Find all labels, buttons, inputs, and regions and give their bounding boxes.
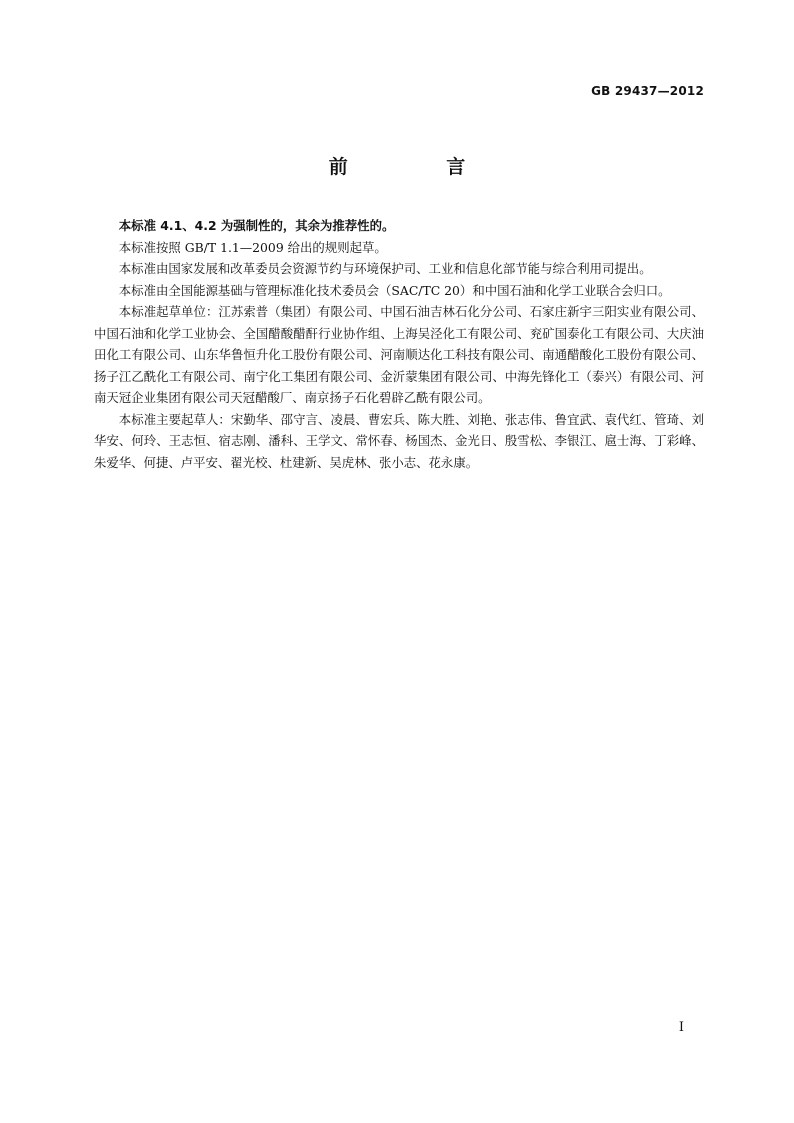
paragraph-administration: 本标准由全国能源基础与管理标准化技术委员会（SAC/TC 20）和中国石油和化学工业联合会归口。	[118, 282, 671, 298]
paragraph-drafting-units: 本标准起草单位：江苏索普（集团）有限公司、中国石油吉林石化分公司、石家庄新宇三阳实业有限公司、中国石油和化学工业协会、全国醋酸醋酐行业协作组、上海吴泾化工有限公司、兖矿国泰化工有限公司、大庆油田化工有限公司、山东华鲁恒升化工股份有限公司、河南顺达化工科技有限公司、南通醋酸化工股份有限公司、扬子江乙酰化工有限公司、南宁化工集团有限公司、金沂蒙集团有限公司、中海先锋化工（泰兴）有限公司、河南天冠企业集团有限公司天冠醋酸厂、南京扬子石化碧辟乙酰有限公司。	[94, 304, 704, 405]
paragraph-proposer: 本标准由国家发展和改革委员会资源节约与环境保护司、工业和信息化部节能与综合利用司提出。	[118, 261, 652, 276]
document-body	[94, 215, 704, 473]
standard-number: GB 29437—2012	[591, 84, 704, 98]
page-title: 前 言	[328, 156, 512, 178]
paragraph-mandatory-clauses: 本标准 4.1、4.2 为强制性的，其余为推荐性的。	[118, 218, 395, 233]
page-number: I	[678, 1020, 684, 1035]
paragraph-drafting-rules: 本标准按照 GB/T 1.1—2009 给出的规则起草。	[118, 239, 387, 255]
paragraph-drafters: 本标准主要起草人：宋勤华、邵守言、凌晨、曹宏兵、陈大胜、刘艳、张志伟、鲁宜武、袁代红、管琦、刘华安、何玲、王志恒、宿志刚、潘科、王学文、常怀春、杨国杰、金光日、殷雪松、李银江、扈士海、丁彩峰、朱爱华、何捷、卢平安、翟光校、杜建新、吴虎林、张小志、花永康。	[94, 411, 704, 470]
